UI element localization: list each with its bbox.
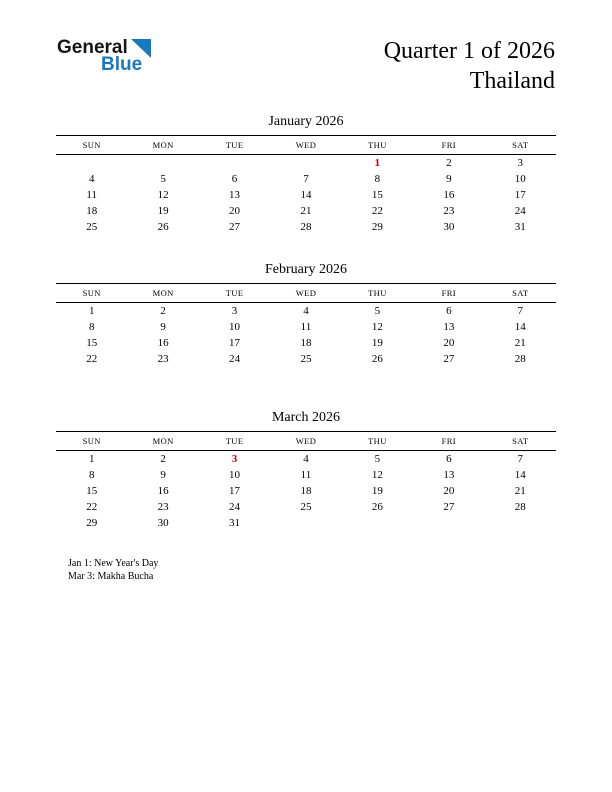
day-cell: 15 [371,188,383,201]
empty-day-cell [127,155,198,171]
week-row [56,171,556,187]
day-cell: 18 [86,204,98,217]
weekday-header: WED [270,284,341,303]
empty-day-cell [199,155,270,171]
weekday-header: THU [342,432,413,451]
months-container [56,114,556,558]
day-cell: 12 [371,468,383,481]
day-cell: 8 [374,172,381,185]
weekday-header: MON [127,284,198,303]
empty-day-cell [413,515,484,531]
day-cell: 2 [446,156,452,169]
week-row [56,155,556,171]
day-cell: 24 [514,204,526,217]
day-cell: 23 [443,204,455,217]
day-cell: 23 [157,500,169,513]
weekday-header: FRI [413,432,484,451]
weekday-header: SAT [485,284,556,303]
day-cell: 29 [86,516,98,529]
empty-day-cell [56,155,127,171]
week-row [56,303,556,319]
day-cell: 13 [229,188,241,201]
day-cell: 6 [446,452,452,465]
day-cell: 25 [86,220,98,233]
holiday-day-cell: 1 [374,156,381,169]
page-title [384,36,555,96]
holiday-day-cell: 3 [231,452,238,465]
day-cell: 1 [88,304,95,317]
day-cell: 9 [446,172,452,185]
day-cell: 15 [86,484,98,497]
month-section-january [56,114,556,262]
day-cell: 29 [371,220,383,233]
day-cell: 5 [374,452,381,465]
day-cell: 2 [160,452,166,465]
day-cell: 16 [157,336,169,349]
day-cell: 27 [443,500,455,513]
day-cell: 23 [157,352,169,365]
day-cell: 27 [229,220,241,233]
empty-day-cell [270,515,341,531]
holiday-footnote: Mar 3: Makha Bucha [68,571,154,582]
empty-day-cell [270,155,341,171]
day-cell: 22 [371,204,383,217]
day-cell: 6 [446,304,452,317]
day-cell: 9 [160,320,166,333]
week-row [56,451,556,467]
general-blue-logo [57,38,151,75]
weekday-header-row [56,284,556,303]
day-cell: 4 [303,304,309,317]
day-cell: 24 [229,500,241,513]
logo-text-general: General [57,37,128,58]
day-cell: 30 [443,220,455,233]
day-cell: 15 [86,336,98,349]
week-row [56,187,556,203]
day-cell: 17 [229,484,241,497]
weekday-header: SUN [56,284,127,303]
day-cell: 20 [443,484,455,497]
page-title-country: Thailand [469,68,555,94]
week-row [56,319,556,335]
weekday-header: TUE [199,284,270,303]
day-cell: 20 [443,336,455,349]
weekday-header: TUE [199,432,270,451]
weekday-header-row [56,136,556,155]
day-cell: 3 [231,304,238,317]
day-cell: 28 [514,352,526,365]
day-cell: 17 [514,188,526,201]
day-cell: 9 [160,468,166,481]
day-cell: 8 [88,468,95,481]
day-cell: 7 [303,172,309,185]
day-cell: 22 [86,352,98,365]
day-cell: 26 [157,220,169,233]
day-cell: 26 [371,500,383,513]
day-cell: 22 [86,500,98,513]
calendar-table-january [56,135,556,235]
week-row [56,467,556,483]
day-cell: 11 [300,320,312,333]
weekday-header: SUN [56,136,127,155]
weekday-header: WED [270,136,341,155]
day-cell: 12 [371,320,383,333]
day-cell: 27 [443,352,455,365]
weekday-header: SUN [56,432,127,451]
day-cell: 2 [160,304,166,317]
day-cell: 4 [88,172,95,185]
holiday-footnotes [68,557,158,583]
day-cell: 10 [229,320,241,333]
weekday-header: MON [127,432,198,451]
weekday-header: FRI [413,284,484,303]
week-row [56,483,556,499]
day-cell: 14 [514,468,526,481]
day-cell: 12 [157,188,169,201]
day-cell: 24 [229,352,241,365]
week-row [56,219,556,235]
day-cell: 14 [514,320,526,333]
day-cell: 11 [300,468,312,481]
weekday-header: THU [342,284,413,303]
day-cell: 26 [371,352,383,365]
week-row [56,515,556,531]
day-cell: 31 [514,220,526,233]
day-cell: 21 [514,336,526,349]
day-cell: 31 [229,516,241,529]
day-cell: 19 [371,336,383,349]
day-cell: 6 [231,172,238,185]
weekday-header-row [56,432,556,451]
day-cell: 8 [88,320,95,333]
day-cell: 19 [157,204,169,217]
day-cell: 4 [303,452,309,465]
calendar-table-march [56,431,556,531]
day-cell: 28 [514,500,526,513]
weekday-header: SAT [485,432,556,451]
day-cell: 21 [514,484,526,497]
weekday-header: TUE [199,136,270,155]
day-cell: 17 [229,336,241,349]
day-cell: 13 [443,468,455,481]
logo-text-blue: Blue [101,54,143,75]
day-cell: 7 [517,304,524,317]
day-cell: 19 [371,484,383,497]
week-row [56,351,556,367]
week-row [56,335,556,351]
day-cell: 18 [300,484,312,497]
month-title-january: January 2026 [268,114,344,129]
day-cell: 16 [157,484,169,497]
holiday-footnote: Jan 1: New Year's Day [68,558,159,569]
day-cell: 21 [300,204,312,217]
page-title-quarter: Quarter 1 of 2026 [383,38,555,64]
day-cell: 18 [300,336,312,349]
day-cell: 13 [443,320,455,333]
day-cell: 10 [514,172,526,185]
day-cell: 30 [157,516,169,529]
month-section-february [56,262,556,410]
empty-day-cell [342,515,413,531]
week-row [56,203,556,219]
weekday-header: FRI [413,136,484,155]
weekday-header: SAT [485,136,556,155]
weekday-header: WED [270,432,341,451]
day-cell: 3 [517,156,524,169]
calendar-table-february [56,283,556,367]
day-cell: 14 [300,188,312,201]
day-cell: 5 [374,304,381,317]
weekday-header: MON [127,136,198,155]
day-cell: 28 [300,220,312,233]
month-title-march: March 2026 [271,410,341,425]
day-cell: 25 [300,500,312,513]
day-cell: 25 [300,352,312,365]
empty-day-cell [485,515,556,531]
day-cell: 16 [443,188,455,201]
week-row [56,499,556,515]
day-cell: 10 [229,468,241,481]
day-cell: 20 [229,204,241,217]
day-cell: 11 [86,188,97,201]
day-cell: 5 [160,172,166,185]
month-section-march [56,410,556,558]
day-cell: 1 [88,452,95,465]
month-title-february: February 2026 [264,262,348,277]
day-cell: 7 [517,452,524,465]
weekday-header: THU [342,136,413,155]
